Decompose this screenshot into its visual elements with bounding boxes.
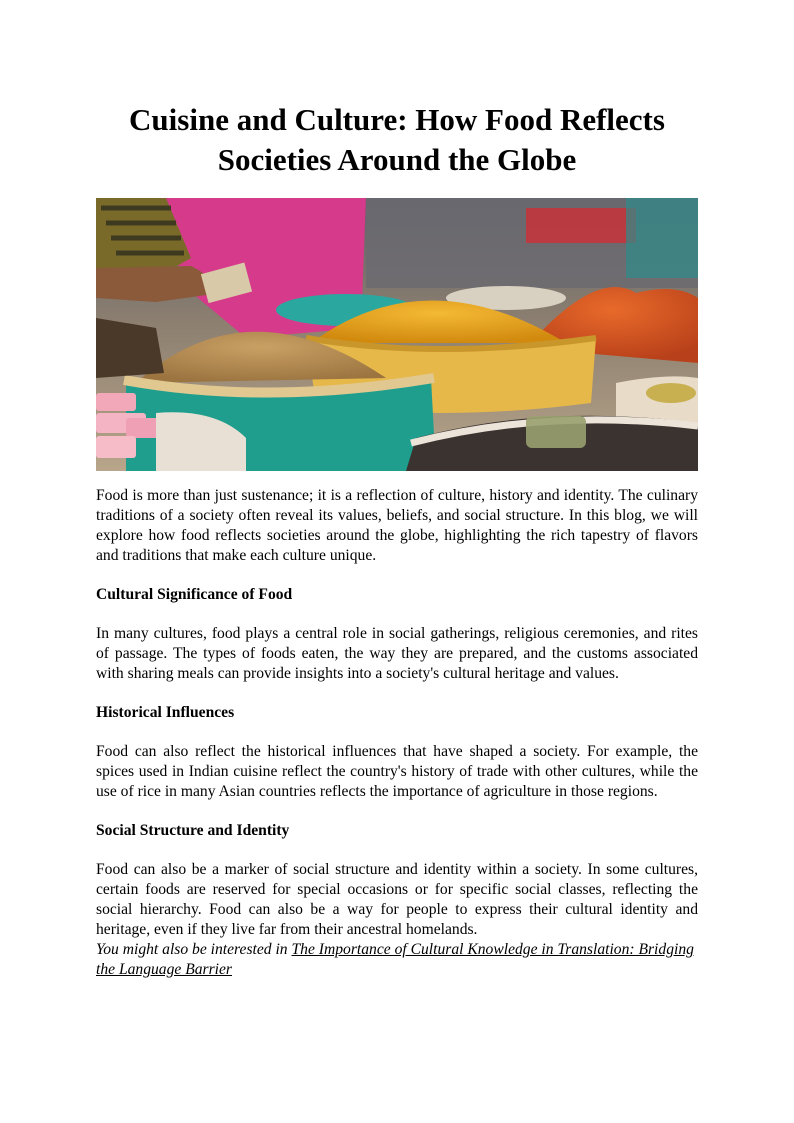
background-red-crate — [526, 208, 636, 243]
related-prefix: You might also be interested in — [96, 941, 292, 958]
pink-cup — [96, 393, 136, 411]
title-line-2: Societies Around the Globe — [217, 142, 577, 177]
section-heading-social-structure: Social Structure and Identity — [96, 822, 290, 839]
section-heading-cultural-significance: Cultural Significance of Food — [96, 586, 293, 603]
glass-jar — [526, 416, 586, 448]
spice-market-illustration — [96, 198, 698, 471]
background-teal-cloth — [626, 198, 698, 278]
related-article-link[interactable]: The Importance of Cultural Knowledge in Translation: Bridging the Language Barrier — [96, 941, 694, 978]
intro-paragraph: Food is more than just sustenance; it is a reflection of culture, history and identity. The culinary traditions of a society often reveal its values, beliefs, and social structure. In this blog, we will explore how food reflects societies around the globe, highlighting the rich tapestry of flavors and traditions that make each culture unique. — [96, 487, 698, 564]
section-text-cultural-significance: In many cultures, food plays a central role in social gatherings, religious ceremonies, and rites of passage. The types of foods eaten, the way they are prepared, and the customs associated with sharing meals can provide insights into a society's cultural heritage and values. — [96, 625, 698, 682]
section-text-social-structure: Food can also be a marker of social structure and identity within a society. In some cultures, certain foods are reserved for special occasions or for specific social classes, reflecting the social hierarchy. Food can also be a way for people to express their cultural identity and heritage, even if they live far from their ancestral homelands. — [96, 861, 698, 938]
hero-image-spice-market — [96, 198, 698, 471]
lentil-pile — [646, 383, 696, 403]
title-line-1: Cuisine and Culture: How Food Reflects — [129, 102, 665, 137]
section-heading-historical-influences: Historical Influences — [96, 704, 235, 721]
section-text-historical-influences: Food can also reflect the historical influences that have shaped a society. For example, the spices used in Indian cuisine reflect the country's history of trade with other cultures, while the use of rice in many Asian countries reflects the importance of agriculture in those regions. — [96, 743, 698, 800]
article — [96, 100, 698, 980]
article-title — [96, 100, 698, 180]
pink-cup — [96, 436, 136, 458]
related-article — [96, 940, 698, 980]
